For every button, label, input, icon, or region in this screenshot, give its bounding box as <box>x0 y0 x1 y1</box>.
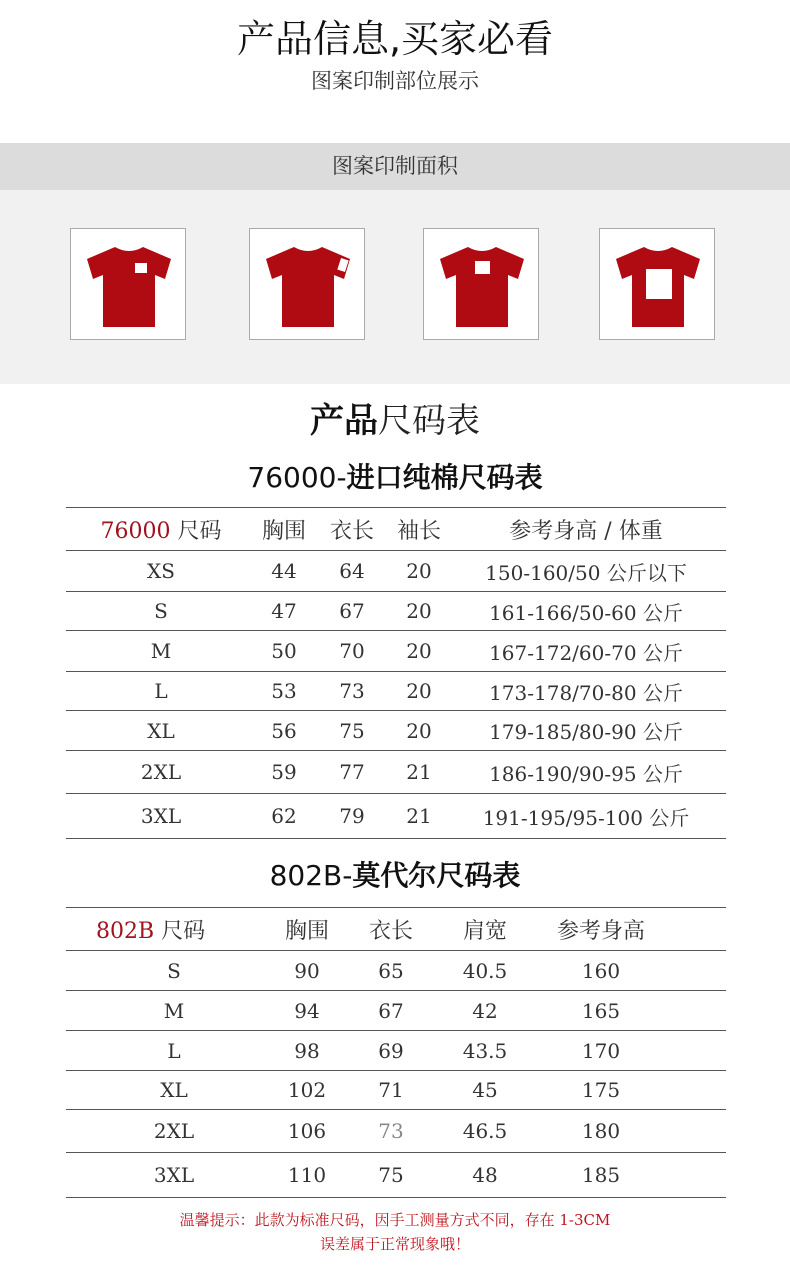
measurement-note <box>0 1208 790 1256</box>
size-cell: M <box>163 998 185 1023</box>
table2-title <box>0 858 790 894</box>
table1-header-code: 76000 <box>100 518 171 544</box>
length-cell: 71 <box>378 1078 404 1102</box>
ref-cell: 186-190/90-95 公斤 <box>489 761 683 786</box>
table1-header-sleeve: 袖长 <box>396 518 441 544</box>
chest-cell: 56 <box>271 718 297 743</box>
size-cell: XL <box>147 718 175 743</box>
table-row <box>66 711 726 751</box>
table-row <box>66 1071 726 1110</box>
table1-header-chest: 胸围 <box>261 518 306 544</box>
sleeve-cell: 20 <box>406 639 432 663</box>
table1-title-text: 进口纯棉尺码表 <box>346 461 543 494</box>
ref-cell: 160 <box>581 958 621 983</box>
size-cell: 3XL <box>153 1163 195 1187</box>
table-row <box>66 592 726 631</box>
length-cell: 65 <box>378 958 404 983</box>
sleeve-cell: 20 <box>406 559 432 583</box>
shoulder-cell: 46.5 <box>462 1119 508 1143</box>
size-cell: L <box>154 679 168 703</box>
size-chart-title-rest: 尺码表 <box>378 401 480 441</box>
page-title: 产品信息,买家必看 <box>236 17 554 61</box>
note-line-1: 温馨提示：此款为标准尺码，因手工测量方式不同，存在 1-3CM <box>179 1211 611 1229</box>
size-table-76000 <box>66 507 726 839</box>
ref-cell: 185 <box>581 1163 621 1187</box>
page-subtitle: 图案印制部位展示 <box>311 69 479 93</box>
size-table-802b <box>66 907 726 1198</box>
ref-cell: 173-178/70-80 公斤 <box>489 680 683 705</box>
size-cell: 2XL <box>153 1119 195 1143</box>
table1-header-ref: 参考身高 / 体重 <box>509 518 663 544</box>
sleeve-cell: 21 <box>406 804 432 828</box>
size-chart-section-title <box>0 398 790 444</box>
print-position-card-full-front <box>599 228 715 340</box>
size-cell: XL <box>160 1078 188 1102</box>
size-cell: S <box>154 599 168 623</box>
table-row <box>66 794 726 839</box>
length-cell: 69 <box>378 1038 404 1063</box>
length-cell: 64 <box>339 559 365 583</box>
size-cell: 3XL <box>140 804 182 828</box>
tshirt-left-chest-print-icon <box>85 243 173 327</box>
shoulder-cell: 42 <box>472 998 498 1023</box>
length-cell: 75 <box>378 1163 404 1187</box>
table-row <box>66 1110 726 1153</box>
shoulder-cell: 48 <box>472 1163 498 1187</box>
table-row <box>66 1031 726 1071</box>
ref-cell: 161-166/50-60 公斤 <box>489 600 683 625</box>
table2-header-chest: 胸围 <box>284 918 329 944</box>
print-area-header: 图案印制面积 <box>0 143 790 190</box>
length-cell: 70 <box>339 639 365 663</box>
table-row <box>66 951 726 991</box>
ref-cell: 191-195/95-100 公斤 <box>482 805 690 830</box>
print-position-card-center-chest <box>423 228 539 340</box>
table-row <box>66 672 726 711</box>
size-cell: L <box>167 1038 181 1063</box>
table2-header-code: 802B <box>96 918 155 944</box>
ref-cell: 167-172/60-70 公斤 <box>489 640 683 665</box>
ref-cell: 180 <box>581 1119 621 1143</box>
table1-header-length: 衣长 <box>329 518 374 544</box>
tshirt-sleeve-print-icon <box>264 243 352 327</box>
ref-cell: 179-185/80-90 公斤 <box>489 720 683 744</box>
length-cell: 77 <box>339 760 365 784</box>
table-row <box>66 991 726 1031</box>
ref-cell: 170 <box>581 1038 621 1063</box>
sleeve-cell: 20 <box>406 718 432 743</box>
sleeve-cell: 20 <box>406 679 432 703</box>
chest-cell: 50 <box>271 639 297 663</box>
chest-cell: 47 <box>271 599 297 623</box>
shoulder-cell: 40.5 <box>462 958 508 983</box>
length-cell: 73 <box>339 679 365 703</box>
chest-cell: 44 <box>271 559 297 583</box>
table2-header-ref: 参考身高 <box>556 918 645 944</box>
table2-header-shoulder: 肩宽 <box>462 918 507 944</box>
size-cell: XS <box>147 559 175 583</box>
table2-header-row <box>66 908 726 951</box>
table1-header-size: 76000 尺码 <box>100 518 222 544</box>
table-row <box>66 551 726 592</box>
shoulder-cell: 45 <box>472 1078 498 1102</box>
table1-header-row <box>66 508 726 551</box>
ref-cell: 150-160/50 公斤以下 <box>485 560 687 585</box>
sleeve-cell: 20 <box>406 599 432 623</box>
shoulder-cell: 43.5 <box>462 1038 508 1063</box>
size-cell: M <box>150 639 172 663</box>
ref-cell: 165 <box>581 998 621 1023</box>
table2-title-code: 802B- <box>269 859 353 892</box>
print-position-card-sleeve <box>249 228 365 340</box>
length-cell: 73 <box>378 1119 404 1143</box>
print-position-card-left-chest <box>70 228 186 340</box>
ref-cell: 175 <box>581 1078 621 1102</box>
chest-cell: 110 <box>287 1163 327 1187</box>
table2-header-size: 802B 尺码 <box>96 918 206 944</box>
chest-cell: 106 <box>287 1119 327 1143</box>
size-cell: S <box>167 958 181 983</box>
table-row <box>66 631 726 672</box>
print-area-panel <box>0 190 790 384</box>
chest-cell: 53 <box>271 679 297 703</box>
chest-cell: 62 <box>271 804 297 828</box>
chest-cell: 59 <box>271 760 297 784</box>
chest-cell: 90 <box>294 958 320 983</box>
chest-cell: 102 <box>287 1078 327 1102</box>
length-cell: 67 <box>339 599 365 623</box>
table1-title <box>0 460 790 496</box>
table-row <box>66 751 726 794</box>
tshirt-full-front-print-icon <box>614 243 702 327</box>
tshirt-center-chest-print-icon <box>438 243 526 327</box>
size-cell: 2XL <box>140 760 182 784</box>
chest-cell: 98 <box>294 1038 320 1063</box>
sleeve-cell: 21 <box>406 760 432 784</box>
size-chart-title-bold: 产品 <box>310 401 378 441</box>
table2-title-text: 莫代尔尺码表 <box>352 859 521 892</box>
note-line-2: 误差属于正常现象哦！ <box>319 1235 470 1253</box>
length-cell: 75 <box>339 718 365 743</box>
length-cell: 67 <box>378 998 404 1023</box>
table-row <box>66 1153 726 1198</box>
table1-title-code: 76000- <box>247 461 347 494</box>
length-cell: 79 <box>339 804 365 828</box>
chest-cell: 94 <box>294 998 320 1023</box>
table2-header-length: 衣长 <box>368 918 413 944</box>
